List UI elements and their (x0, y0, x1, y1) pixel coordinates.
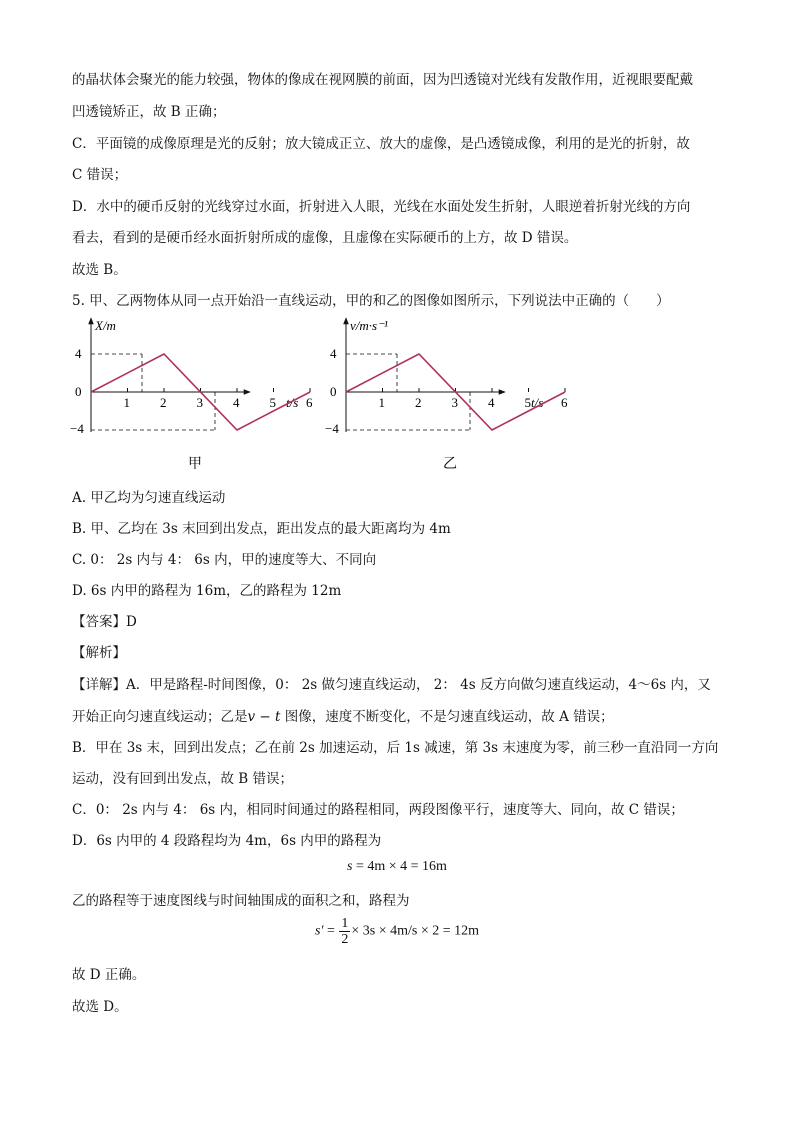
graph-yi-xtick-label: 6 (561, 395, 568, 410)
fraction-numerator: 1 (341, 916, 349, 931)
graphs-figure (70, 310, 570, 480)
graph-jia-xtick-label: 3 (196, 395, 203, 410)
fraction-denominator: 2 (341, 932, 349, 947)
equation-2 (0, 916, 794, 947)
equation-1 (0, 859, 794, 875)
equation-2-var: s′ (314, 923, 324, 939)
graph-jia-ytick-0: 0 (75, 384, 82, 399)
graph-yi-caption: 乙 (443, 457, 457, 472)
detail-line-2 (72, 705, 614, 725)
equation-1-rest: = 4m × 4 = 16m (352, 859, 447, 874)
detail-var-v: v (247, 709, 256, 725)
prev-line-3: C．平面镜的成像原理是光的反射；放大镜成正立、放大的虚像，是凸透镜成像，利用的是光的折射，故 (72, 136, 690, 152)
graph-jia-ytick-neg4: −4 (70, 421, 84, 436)
graph-jia-xtick-label: 1 (123, 395, 130, 410)
prev-line-6: 看去，看到的是硬币经水面折射所成的虚像，且虚像在实际硬币的上方，故 D 错误。 (72, 230, 578, 246)
option-d: D. 6s 内甲的路程为 16m，乙的路程为 12m (72, 583, 342, 599)
detail-dash: − (255, 709, 276, 725)
analysis-label: 【解析】 (72, 645, 126, 661)
graph-jia-xtick-label: 6 (306, 395, 313, 410)
detail-var-t: t (275, 709, 281, 725)
detail-line-6: D．6s 内甲的 4 段路程均为 4m，6s 内甲的路程为 (72, 833, 382, 849)
graph-jia (70, 318, 313, 472)
prev-line-5: D．水中的硬币反射的光线穿过水面，折射进入人眼，光线在水面处发生折射，人眼逆着折射光线的方向 (72, 199, 691, 215)
option-b: B. 甲、乙均在 3s 末回到出发点，距出发点的最大距离均为 4m (72, 521, 451, 537)
graph-jia-xtick-label: 2 (160, 395, 167, 410)
graph-jia-xtick-label: 5 (269, 395, 276, 410)
detail-line-8: 故 D 正确。 (72, 967, 146, 983)
equation-1-var: s (347, 859, 353, 874)
option-a: A. 甲乙均为匀速直线运动 (72, 490, 226, 506)
detail-line-7: 乙的路程等于速度图线与时间轴围成的面积之和，路程为 (72, 893, 410, 909)
equation-2-fraction (339, 916, 350, 947)
graph-yi-ytick-4: 4 (330, 346, 337, 361)
prev-line-1: 的晶状体会聚光的能力较强，物体的像成在视网膜的前面，因为凹透镜对光线有发散作用，近视眼要配戴 (72, 72, 693, 88)
graph-jia-x-label: t/s (286, 395, 299, 410)
detail-line-4: 运动，没有回到出发点，故 B 错误； (72, 771, 294, 787)
graph-yi-ytick-neg4: −4 (325, 421, 339, 436)
detail-line-5: C．0： 2s 内与 4： 6s 内，相同时间通过的路程相同，两段图像平行，速度等大、同向，故 C 错误； (72, 802, 684, 818)
prev-line-2: 凹透镜矫正，故 B 正确； (72, 104, 226, 120)
graph-jia-xtick-label: 4 (233, 395, 240, 410)
graph-jia-ytick-4: 4 (75, 346, 82, 361)
detail-line-3: B．甲在 3s 末，回到出发点；乙在前 2s 加速运动，后 1s 减速，第 3s 末速度为零，前三秒一直沿同一方向 (72, 740, 719, 756)
graph-yi-xtick-label: 2 (415, 395, 422, 410)
graph-yi-ytick-0: 0 (330, 384, 337, 399)
graph-yi-x-label: t/s (531, 395, 544, 410)
answer-label: 【答案】D (72, 614, 137, 630)
prev-line-4: C 错误； (72, 167, 128, 183)
graph-yi-xtick-label: 1 (378, 395, 385, 410)
graph-jia-y-label: X/m (95, 318, 116, 333)
equation-2-eq: = (323, 923, 339, 939)
graph-yi (325, 318, 568, 472)
detail-line-1: 【详解】A．甲是路程-时间图像，0： 2s 做匀速直线运动， 2： 4s 反方向做匀速直线运动，4～6s 内，又 (72, 677, 711, 693)
graph-yi-xtick-label: 3 (451, 395, 458, 410)
detail-line-2a: 开始正向匀速直线运动；乙是 (72, 709, 248, 725)
graph-yi-xtick-label: 4 (488, 395, 495, 410)
equation-2-rest: × 3s × 4m/s × 2 = 12m (351, 923, 480, 939)
question-stem: 5. 甲、乙两物体从同一点开始沿一直线运动，甲的和乙的图像如图所示，下列说法中正确的（ ） (72, 293, 670, 309)
graph-yi-xtick-label: 5 (524, 395, 531, 410)
detail-line-2b: 图像，速度不断变化，不是匀速直线运动，故 A 错误； (280, 709, 614, 725)
graph-yi-y-label: v/m·s⁻¹ (350, 318, 388, 333)
graph-jia-caption: 甲 (188, 457, 202, 472)
prev-line-7: 故选 B。 (72, 262, 127, 278)
option-c: C. 0： 2s 内与 4： 6s 内，甲的速度等大、不同向 (72, 552, 377, 568)
detail-line-9: 故选 D。 (72, 999, 128, 1015)
